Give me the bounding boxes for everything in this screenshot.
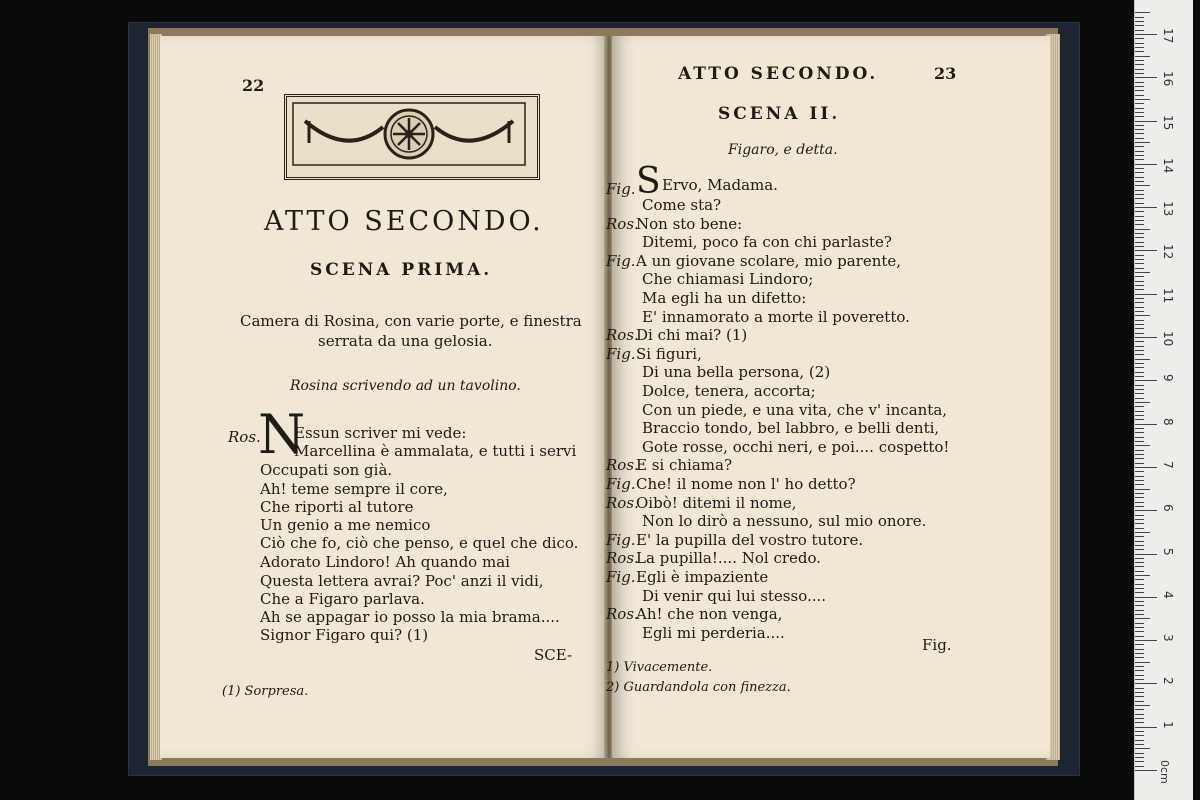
- ruler-number: 11: [1161, 287, 1175, 303]
- ruler-tick: [1135, 493, 1144, 494]
- ruler-tick: [1135, 194, 1144, 195]
- ruler-tick: [1135, 584, 1144, 585]
- ruler-tick: [1135, 670, 1144, 671]
- ruler-tick: [1135, 471, 1144, 472]
- ruler-tick: [1135, 605, 1144, 606]
- ruler-tick: [1135, 566, 1144, 567]
- ruler-tick: [1135, 484, 1144, 485]
- ruler-number: 2: [1161, 677, 1175, 686]
- ruler-tick: [1135, 445, 1150, 446]
- ruler-number: 3: [1161, 634, 1175, 642]
- ruler-tick: [1135, 60, 1144, 61]
- ruler-tick: [1135, 324, 1144, 325]
- ruler-tick: [1135, 138, 1144, 139]
- verse-line: Non lo dirò a nessuno, sul mio onore.: [642, 512, 927, 531]
- ruler-tick: [1135, 419, 1144, 420]
- ruler-tick: [1135, 133, 1144, 134]
- ruler-number: 6: [1161, 504, 1175, 512]
- ruler-tick: [1135, 268, 1144, 269]
- ruler-tick: [1135, 515, 1144, 516]
- ruler-tick: [1135, 761, 1144, 762]
- ruler-tick: [1135, 363, 1144, 364]
- ruler-tick: [1135, 714, 1144, 715]
- ruler-tick: [1135, 220, 1144, 221]
- ruler-tick: [1135, 463, 1144, 464]
- ruler-tick: [1135, 198, 1144, 199]
- ruler-tick: [1135, 116, 1144, 117]
- ruler-tick: [1135, 653, 1144, 654]
- ruler-tick: [1135, 536, 1144, 537]
- ruler-tick: [1135, 142, 1150, 143]
- ruler-tick: [1135, 519, 1144, 520]
- ruler-tick: [1135, 21, 1144, 22]
- ruler-tick: [1135, 441, 1144, 442]
- verse-line: Egli è impaziente: [636, 568, 769, 586]
- right-page: [606, 36, 1050, 758]
- ruler-tick: [1135, 250, 1157, 251]
- verse-line: Occupati son già.: [260, 461, 393, 479]
- verse-line: A un giovane scolare, mio parente,: [636, 251, 902, 270]
- ruler-tick: [1135, 242, 1144, 243]
- ruler-tick: [1135, 86, 1144, 87]
- ruler-tick: [1135, 753, 1144, 754]
- verse-line: Di venir qui lui stesso....: [642, 586, 827, 605]
- ruler-tick: [1135, 12, 1150, 13]
- ruler-tick: [1135, 385, 1144, 386]
- ruler-tick: [1135, 34, 1157, 35]
- ruler-tick: [1135, 354, 1144, 355]
- ruler-tick: [1135, 688, 1144, 689]
- speaker-label: Ros.: [606, 214, 639, 233]
- ruler-number: 5: [1161, 547, 1175, 556]
- measuring-ruler: [1134, 0, 1193, 800]
- speaker-label: Ros.: [228, 428, 261, 446]
- ruler-tick: [1135, 125, 1144, 126]
- ruler-number: 13: [1161, 201, 1175, 217]
- ruler-tick: [1135, 454, 1144, 455]
- ruler-tick: [1135, 558, 1144, 559]
- ruler-tick: [1135, 99, 1150, 100]
- verse-line: Ah! che non venga,: [636, 605, 783, 624]
- ruler-number: 15: [1161, 114, 1175, 130]
- page-number: 22: [242, 76, 265, 95]
- ruler-number: 17: [1161, 27, 1175, 44]
- ruler-tick: [1135, 185, 1150, 186]
- verse-line: Si figuri,: [636, 344, 702, 363]
- ruler-tick: [1135, 190, 1144, 191]
- ruler-tick: [1135, 406, 1144, 407]
- ruler-tick: [1135, 696, 1144, 697]
- ruler-tick: [1135, 224, 1144, 225]
- ruler-tick: [1135, 467, 1157, 468]
- ruler-tick: [1135, 666, 1144, 667]
- speaker-label: Fig.: [606, 344, 636, 363]
- verse-line: Di chi mai? (1): [636, 326, 748, 345]
- ruler-tick: [1135, 47, 1144, 48]
- ruler-tick: [1135, 458, 1144, 459]
- speaker-label: Fig.: [606, 180, 636, 198]
- verse-line: Che riporti al tutore: [260, 498, 414, 516]
- catchword: SCE-: [534, 646, 573, 664]
- ruler-tick: [1135, 588, 1144, 589]
- ruler-tick: [1135, 38, 1144, 39]
- verse-line: Che chiamasi Lindoro;: [642, 270, 814, 289]
- ruler-tick: [1135, 722, 1144, 723]
- ruler-tick: [1135, 181, 1144, 182]
- ruler-tick: [1135, 298, 1144, 299]
- ruler-tick: [1135, 294, 1157, 295]
- ruler-tick: [1135, 82, 1144, 83]
- footnote: (1) Sorpresa.: [222, 684, 309, 699]
- ruler-tick: [1135, 432, 1144, 433]
- ruler-tick: [1135, 341, 1144, 342]
- ruler-tick: [1135, 631, 1144, 632]
- verse-line: Come sta?: [642, 196, 722, 214]
- ruler-tick: [1135, 748, 1150, 749]
- verse-line: Ciò che fo, ciò che penso, e quel che dico.: [260, 534, 579, 552]
- ruler-tick: [1135, 285, 1144, 286]
- ruler-tick: [1135, 740, 1144, 741]
- ruler-tick: [1135, 437, 1144, 438]
- action-direction: Figaro, e detta.: [728, 142, 838, 158]
- ruler-tick: [1135, 562, 1144, 563]
- ruler-tick: [1135, 541, 1144, 542]
- ruler-tick: [1135, 601, 1144, 602]
- stage-direction-line-1: Camera di Rosina, con varie porte, e finestra: [240, 312, 582, 330]
- ruler-tick: [1135, 597, 1157, 598]
- verse-line: Gote rosse, occhi neri, e poi.... cospetto!: [642, 437, 950, 456]
- ruler-tick: [1135, 618, 1150, 619]
- verse-line: Ah se appagar io posso la mia brama....: [260, 608, 560, 626]
- ruler-tick: [1135, 614, 1144, 615]
- ruler-tick: [1135, 644, 1144, 645]
- ruler-tick: [1135, 43, 1144, 44]
- speaker-label: Ros.: [606, 493, 639, 512]
- ruler-tick: [1135, 95, 1144, 96]
- speaker-label: Fig.: [606, 251, 636, 270]
- ruler-tick: [1135, 523, 1144, 524]
- verse-line: Di una bella persona, (2): [642, 363, 831, 382]
- ruler-tick: [1135, 679, 1144, 680]
- ruler-tick: [1135, 272, 1150, 273]
- ruler-tick: [1135, 90, 1144, 91]
- ruler-tick: [1135, 350, 1144, 351]
- ruler-tick: [1135, 311, 1144, 312]
- ruler-tick: [1135, 263, 1144, 264]
- speaker-label: Fig.: [606, 568, 636, 586]
- ruler-tick: [1135, 701, 1144, 702]
- verse-line: E' innamorato a morte il poveretto.: [642, 307, 910, 326]
- ornament-headpiece: [284, 94, 540, 180]
- drop-cap: N: [258, 403, 306, 466]
- verse-line: Braccio tondo, bel labbro, e belli denti,: [642, 419, 940, 438]
- ruler-tick: [1135, 709, 1144, 710]
- scene-title: SCENA PRIMA.: [310, 260, 493, 280]
- ruler-tick: [1135, 480, 1144, 481]
- ruler-number: 4: [1161, 590, 1175, 599]
- ruler-tick: [1135, 211, 1144, 212]
- ruler-tick: [1135, 402, 1150, 403]
- action-direction: Rosina scrivendo ad un tavolino.: [290, 378, 521, 394]
- verse-line: Ditemi, poco fa con chi parlaste?: [642, 233, 892, 252]
- ruler-tick: [1135, 428, 1144, 429]
- ruler-number: 7: [1161, 460, 1175, 469]
- ruler-tick: [1135, 592, 1144, 593]
- ruler-number: 16: [1161, 71, 1175, 87]
- ruler-tick: [1135, 108, 1144, 109]
- ruler-tick: [1135, 705, 1150, 706]
- ruler-tick: [1135, 259, 1144, 260]
- verse-line: Ah! teme sempre il core,: [260, 480, 448, 498]
- ruler-tick: [1135, 233, 1144, 234]
- speaker-label: Ros.: [606, 605, 639, 624]
- ruler-tick: [1135, 307, 1144, 308]
- ruler-tick: [1135, 69, 1144, 70]
- ruler-number: 9: [1161, 374, 1175, 382]
- verse-line: Marcellina è ammalata, e tutti i servi: [294, 442, 577, 460]
- catchword: Fig.: [922, 636, 952, 654]
- verse-line: Egli mi perderia....: [642, 623, 785, 642]
- ruler-tick: [1135, 683, 1157, 684]
- ruler-tick: [1135, 177, 1144, 178]
- ruler-tick: [1135, 424, 1157, 425]
- ruler-tick: [1135, 549, 1144, 550]
- rosette-garland-icon: [287, 97, 531, 171]
- ruler-tick: [1135, 229, 1150, 230]
- ruler-tick: [1135, 17, 1144, 18]
- ruler-number: 14: [1161, 157, 1175, 174]
- ruler-tick: [1135, 146, 1144, 147]
- running-head: ATTO SECONDO.: [678, 64, 879, 84]
- ruler-tick: [1135, 389, 1144, 390]
- ruler-tick: [1135, 476, 1144, 477]
- ruler-tick: [1135, 510, 1157, 511]
- ruler-tick: [1135, 744, 1144, 745]
- ruler-tick: [1135, 636, 1144, 637]
- act-title: ATTO SECONDO.: [264, 206, 544, 237]
- ruler-tick: [1135, 328, 1144, 329]
- ruler-tick: [1135, 757, 1144, 758]
- ruler-number: 10: [1161, 331, 1175, 347]
- ruler-tick: [1135, 398, 1144, 399]
- verse-line: Essun scriver mi vede:: [294, 424, 467, 442]
- ruler-unit-label: 0cm: [1158, 760, 1171, 784]
- ruler-tick: [1135, 579, 1144, 580]
- verse-line: E si chiama?: [636, 456, 732, 475]
- ruler-tick: [1135, 692, 1144, 693]
- ruler-tick: [1135, 64, 1144, 65]
- ruler-tick: [1135, 246, 1144, 247]
- verse-line: E' la pupilla del vostro tutore.: [636, 530, 864, 549]
- ruler-tick: [1135, 112, 1144, 113]
- footnote: 1) Vivacemente.: [606, 660, 713, 675]
- ruler-tick: [1135, 623, 1144, 624]
- ruler-tick: [1135, 159, 1144, 160]
- ruler-tick: [1135, 237, 1144, 238]
- left-page: [160, 36, 608, 758]
- verse-line: Che! il nome non l' ho detto?: [636, 475, 856, 493]
- page-number: 23: [934, 64, 957, 83]
- verse-line: Che a Figaro parlava.: [260, 590, 425, 608]
- ruler-tick: [1135, 281, 1144, 282]
- ruler-tick: [1135, 302, 1144, 303]
- ruler-tick: [1135, 172, 1144, 173]
- ruler-tick: [1135, 276, 1144, 277]
- ruler-tick: [1135, 489, 1150, 490]
- ruler-tick: [1135, 25, 1144, 26]
- verse-line: La pupilla!.... Nol credo.: [636, 549, 822, 568]
- ruler-tick: [1135, 450, 1144, 451]
- ruler-tick: [1135, 289, 1144, 290]
- ruler-tick: [1135, 528, 1144, 529]
- verse-line: Ervo, Madama.: [662, 176, 778, 194]
- verse-line: Non sto bene:: [636, 214, 743, 233]
- ruler-tick: [1135, 506, 1144, 507]
- verse-line: Con un piede, e una vita, che v' incanta,: [642, 400, 948, 419]
- ruler-tick: [1135, 735, 1144, 736]
- ruler-tick: [1135, 168, 1144, 169]
- ruler-tick: [1135, 393, 1144, 394]
- ruler-tick: [1135, 497, 1144, 498]
- ruler-tick: [1135, 727, 1157, 728]
- ruler-tick: [1135, 610, 1144, 611]
- speaker-label: Ros.: [606, 549, 639, 568]
- verse-line: Dolce, tenera, accorta;: [642, 382, 816, 400]
- verse-line: Questa lettera avrai? Poc' anzi il vidi,: [260, 572, 544, 590]
- scene-title: SCENA II.: [718, 104, 841, 124]
- ruler-tick: [1135, 380, 1157, 381]
- ruler-number: 12: [1161, 244, 1175, 260]
- drop-cap: S: [636, 161, 661, 202]
- speaker-label: Fig.: [606, 475, 636, 493]
- ruler-tick: [1135, 151, 1144, 152]
- ruler-tick: [1135, 320, 1144, 321]
- ruler-tick: [1135, 207, 1157, 208]
- ruler-tick: [1135, 372, 1144, 373]
- ruler-tick: [1135, 411, 1144, 412]
- verse-line: Un genio a me nemico: [260, 516, 431, 534]
- ruler-tick: [1135, 155, 1144, 156]
- speaker-label: Ros.: [606, 326, 639, 345]
- verse-line: Signor Figaro qui? (1): [260, 626, 429, 644]
- ruler-tick: [1135, 718, 1144, 719]
- ruler-tick: [1135, 376, 1144, 377]
- ruler-tick: [1135, 554, 1157, 555]
- ruler-number: 1: [1161, 720, 1175, 729]
- ruler-tick: [1135, 255, 1144, 256]
- ruler-tick: [1135, 662, 1150, 663]
- stage-direction-line-2: serrata da una gelosia.: [318, 332, 493, 350]
- ruler-tick: [1135, 770, 1157, 771]
- ruler-tick: [1135, 627, 1144, 628]
- ruler-tick: [1135, 51, 1144, 52]
- ruler-tick: [1135, 203, 1144, 204]
- ruler-tick: [1135, 346, 1144, 347]
- ruler-tick: [1135, 571, 1144, 572]
- ruler-tick: [1135, 164, 1157, 165]
- ruler-tick: [1135, 77, 1157, 78]
- ruler-tick: [1135, 121, 1157, 122]
- ruler-tick: [1135, 315, 1150, 316]
- ruler-tick: [1135, 415, 1144, 416]
- ruler-tick: [1135, 545, 1144, 546]
- ruler-tick: [1135, 73, 1144, 74]
- ruler-tick: [1135, 731, 1144, 732]
- ruler-tick: [1135, 103, 1144, 104]
- verse-line: Oibò! ditemi il nome,: [636, 493, 797, 512]
- speaker-label: Ros.: [606, 456, 639, 475]
- ruler-tick: [1135, 657, 1144, 658]
- ruler-tick: [1135, 640, 1157, 641]
- ruler-tick: [1135, 675, 1144, 676]
- ruler-tick: [1135, 333, 1144, 334]
- ruler-tick: [1135, 216, 1144, 217]
- ruler-tick: [1135, 367, 1144, 368]
- ruler-tick: [1135, 766, 1144, 767]
- verse-line: Adorato Lindoro! Ah quando mai: [260, 553, 510, 571]
- ruler-tick: [1135, 337, 1157, 338]
- ruler-tick: [1135, 56, 1150, 57]
- speaker-label: Fig.: [606, 530, 636, 549]
- ruler-tick: [1135, 532, 1150, 533]
- ruler-tick: [1135, 359, 1150, 360]
- ruler-tick: [1135, 575, 1150, 576]
- ruler-tick: [1135, 129, 1144, 130]
- ruler-number: 8: [1161, 417, 1175, 426]
- footnote: 2) Guardandola con finezza.: [606, 680, 791, 695]
- ruler-tick: [1135, 502, 1144, 503]
- verse-line: Ma egli ha un difetto:: [642, 289, 807, 307]
- ruler-tick: [1135, 30, 1144, 31]
- ruler-tick: [1135, 649, 1144, 650]
